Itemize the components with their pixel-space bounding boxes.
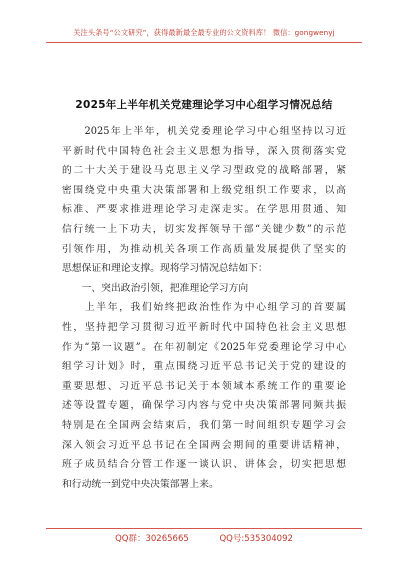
body-line: 引领作用，为推动机关各项工作高质量发展提供了坚实的 xyxy=(62,243,346,255)
body-line: 深入领会习近平总书记在全国两会期间的重要讲话精神， xyxy=(62,439,346,451)
body-line: 重要思想、习近平总书记关于本领域本系统工作的重要论 xyxy=(62,380,346,392)
header-divider xyxy=(46,42,362,43)
body-line: 和行动统一到党中央决策部署上来。 xyxy=(62,478,219,490)
document-title: 2025年上半年机关党建理论学习中心组学习情况总结 xyxy=(75,99,333,111)
body-line: 班子成员结合分管工作逐一谈认识、讲体会，切实把思想 xyxy=(62,459,346,471)
section-heading: 一、突出政治引领，把准理论学习方向 xyxy=(62,282,249,294)
footer-qq-number: QQ号:535304092 xyxy=(219,534,293,544)
body-line: 密围绕党中央重大决策部署和上级党组织工作要求，以高 xyxy=(62,184,346,196)
body-line: 组学习计划》时，重点围绕习近平总书记关于党的建设的 xyxy=(62,361,346,373)
body-line: 性，坚持把学习贯彻习近平新时代中国特色社会主义思想 xyxy=(62,321,346,333)
body-line: 的二十大关于建设马克思主义学习型政党的战略部署，紧 xyxy=(62,165,346,177)
body-line: 特别是在全国两会结束后，我们第一时间组织专题学习会 xyxy=(62,419,346,431)
body-line: 作为“第一议题”。在年初制定《2025年党委理论学习中心 xyxy=(62,341,346,353)
footer-qq-group: QQ群：30265665 xyxy=(115,534,189,544)
footer-contact xyxy=(0,532,408,544)
body-line: 述等设置专题，确保学习内容与党中央决策部署同频共振 xyxy=(62,400,346,412)
body-line: 2025年上半年，机关党委理论学习中心组坚持以习近 xyxy=(62,126,346,137)
document-body xyxy=(62,122,346,494)
body-line: 标准、严要求推进理论学习走深走实。在学思用贯通、知 xyxy=(62,204,346,216)
body-line: 思想保证和理论支撑。现将学习情况总结如下： xyxy=(62,263,268,275)
body-line: 上半年，我们始终把政治性作为中心组学习的首要属 xyxy=(62,302,346,314)
footer-divider xyxy=(46,528,362,529)
body-line: 平新时代中国特色社会主义思想为指导，深入贯彻落实党 xyxy=(62,145,346,157)
header-banner: 关注头条号“公文研究”，获得最新最全最专业的公文资料库！ 微信：gongwenyj xyxy=(73,28,335,37)
body-line: 信行统一上下功夫，切实发挥领导干部“关键少数”的示范 xyxy=(62,223,346,235)
